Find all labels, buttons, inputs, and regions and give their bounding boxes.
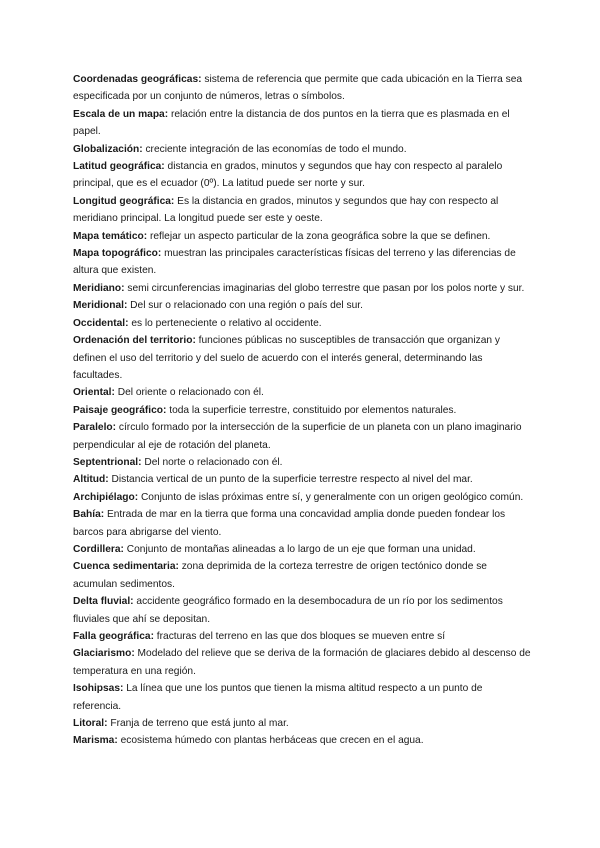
glossary-entry: [73, 245, 533, 280]
glossary-entry: [73, 680, 533, 715]
glossary-entry: [73, 558, 533, 593]
entry-term: Delta fluvial:: [73, 596, 134, 608]
glossary-entry: [73, 454, 533, 471]
entry-term: Isohipsas:: [73, 683, 124, 695]
entry-definition: reflejar un aspecto particular de la zona geográfica sobre la que se definen.: [147, 230, 491, 242]
entry-definition: Del sur o relacionado con una región o país del sur.: [127, 300, 363, 312]
glossary-entry: [73, 384, 533, 401]
entry-definition: creciente integración de las economías de todo el mundo.: [142, 143, 407, 155]
entry-term: Mapa topográfico:: [73, 248, 162, 260]
glossary-entry: [73, 541, 533, 558]
entry-term: Oriental:: [73, 387, 115, 399]
entry-term: Globalización:: [73, 143, 143, 155]
glossary-entry: [73, 593, 533, 628]
entry-definition: es lo perteneciente o relativo al occidente.: [128, 317, 322, 329]
entry-definition: Del oriente o relacionado con él.: [114, 387, 264, 399]
entry-term: Mapa temático:: [73, 230, 148, 242]
entry-term: Cuenca sedimentaria:: [73, 561, 179, 573]
entry-definition: Del norte o relacionado con él.: [141, 456, 283, 468]
entry-term: Meridiano:: [73, 282, 125, 294]
entry-term: Paisaje geográfico:: [73, 404, 167, 416]
glossary-entry: [73, 106, 533, 141]
entry-definition: Distancia vertical de un punto de la superficie terrestre respecto al nivel del mar.: [108, 474, 473, 486]
glossary-entry: [73, 280, 533, 297]
entry-term: Ordenación del territorio:: [73, 335, 196, 347]
entry-definition: Franja de terreno que está junto al mar.: [107, 718, 289, 730]
entry-term: Latitud geográfica:: [73, 161, 165, 173]
entry-term: Altitud:: [73, 474, 109, 486]
glossary-entry: [73, 297, 533, 314]
entry-term: Meridional:: [73, 300, 128, 312]
entry-term: Archipiélago:: [73, 491, 139, 503]
entry-term: Falla geográfica:: [73, 631, 154, 642]
entry-term: Septentrional:: [73, 456, 142, 468]
entry-definition: Modelado del relieve que se deriva de la formación de glaciares debido al descenso de temperatura en una región.: [73, 648, 531, 677]
entry-definition: Conjunto de montañas alineadas a lo largo de un eje que forman una unidad.: [123, 543, 476, 555]
entry-term: Occidental:: [73, 317, 129, 329]
entry-term: Marisma:: [73, 735, 118, 747]
glossary-entry: [73, 489, 533, 506]
entry-term: Paralelo:: [73, 422, 117, 434]
entry-term: Bahía:: [73, 509, 105, 521]
glossary-entry: [73, 402, 533, 419]
entry-definition: fracturas del terreno en las que dos bloques se mueven entre sí: [153, 631, 446, 642]
entry-term: Litoral:: [73, 718, 108, 730]
glossary-entry: [73, 332, 533, 384]
glossary-entry: [73, 228, 533, 245]
glossary-entry: [73, 193, 533, 228]
entry-term: Escala de un mapa:: [73, 108, 169, 120]
entry-definition: ecosistema húmedo con plantas herbáceas que crecen en el agua.: [117, 735, 424, 747]
glossary-list: [73, 71, 533, 750]
glossary-entry: [73, 645, 533, 680]
entry-term: Cordillera:: [73, 543, 124, 555]
entry-definition: Conjunto de islas próximas entre sí, y generalmente con un origen geológico común.: [138, 491, 524, 503]
entry-definition: La línea que une los puntos que tienen la misma altitud respecto a un punto de referencia.: [73, 683, 483, 712]
glossary-entry: [73, 506, 533, 541]
entry-definition: relación entre la distancia de dos puntos en la tierra que es plasmada en el papel.: [73, 108, 510, 138]
glossary-entry: [73, 628, 533, 645]
glossary-entry: [73, 158, 533, 193]
entry-definition: distancia en grados, minutos y segundos que hay con respecto al paralelo principal, que es el ecuador (0º). La latitud puede ser norte y sur.: [73, 161, 503, 190]
entry-definition: accidente geográfico formado en la desembocadura de un río por los sedimentos fluviales que ahí se depositan.: [73, 596, 503, 625]
glossary-entry: [73, 71, 533, 106]
glossary-entry: [73, 419, 533, 454]
entry-definition: sistema de referencia que permite que cada ubicación en la Tierra sea especificada por un conjunto de números, letras o símbolos.: [73, 74, 523, 103]
glossary-entry: [73, 315, 533, 332]
entry-term: Longitud geográfica:: [73, 195, 175, 207]
glossary-entry: [73, 715, 533, 732]
entry-definition: Es la distancia en grados, minutos y segundos que hay con respecto al meridiano principal. La longitud puede ser este y oeste.: [73, 195, 499, 225]
entry-definition: zona deprimida de la corteza terrestre de origen tectónico donde se acumulan sedimentos.: [73, 561, 487, 590]
entry-definition: muestran las principales características físicas del terreno y las diferencias de altura que existen.: [73, 248, 516, 277]
glossary-entry: [73, 732, 533, 749]
glossary-entry: [73, 471, 533, 488]
glossary-entry: [73, 141, 533, 158]
entry-definition: funciones públicas no susceptibles de transacción que organizan y definen el uso del territorio y del suelo de acuerdo con el interés general, determinando las facultades.: [73, 335, 500, 381]
entry-definition: Entrada de mar en la tierra que forma una concavidad amplia donde pueden fondear los barcos para abrigarse del viento.: [73, 509, 506, 538]
entry-definition: semi circunferencias imaginarias del globo terrestre que pasan por los polos norte y sur.: [124, 282, 525, 294]
entry-definition: toda la superficie terrestre, constituido por elementos naturales.: [166, 404, 457, 416]
entry-term: Glaciarismo:: [73, 648, 135, 660]
entry-definition: círculo formado por la intersección de la superficie de un planeta con un plano imaginario perpendicular al eje de rotación del planeta.: [73, 422, 522, 451]
entry-term: Coordenadas geográficas:: [73, 74, 202, 85]
